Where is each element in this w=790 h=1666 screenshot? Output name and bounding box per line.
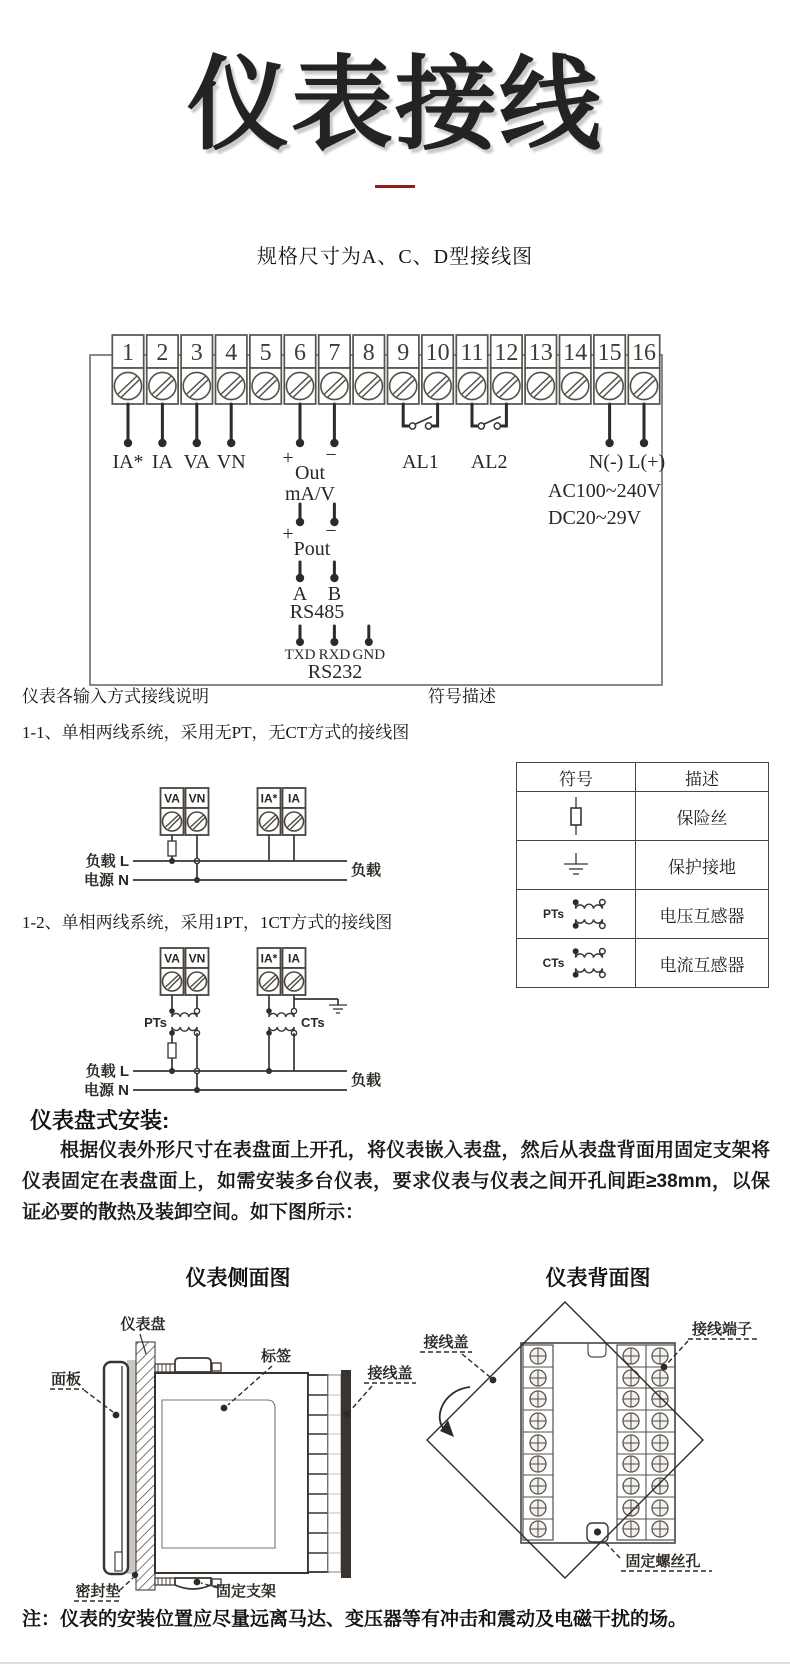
installation-body: 根据仪表外形尺寸在表盘面上开孔，将仪表嵌入表盘，然后从表盘背面用固定支架将仪表固定在表盘面上，如需安装多台仪表，要求仪表与仪表之间开孔间距≥38mm，以保证必要的散热及装卸空间。如下图所示： bbox=[22, 1140, 770, 1223]
ground-symbol bbox=[294, 999, 347, 1013]
input-label-va: VA bbox=[183, 451, 210, 473]
panel-board-wall bbox=[136, 1342, 155, 1590]
dc-range-label: DC20~29V bbox=[548, 507, 642, 529]
protective-earth-icon bbox=[559, 851, 593, 879]
mode2-terminal-vn: VN bbox=[188, 951, 206, 966]
ct-symbol-cell bbox=[517, 939, 636, 988]
fuse-symbol bbox=[168, 841, 176, 856]
terminal-number: 6 bbox=[294, 340, 306, 366]
back-view-title: 仪表背面图 bbox=[545, 1266, 651, 1290]
terminal-number: 13 bbox=[528, 340, 553, 366]
mode1-terminal-ia-star: IA* bbox=[260, 791, 278, 806]
fuse-desc: 保险丝 bbox=[636, 792, 769, 841]
earth-desc: 保护接地 bbox=[636, 841, 769, 890]
bottom-divider bbox=[0, 1662, 790, 1664]
table-row bbox=[517, 890, 769, 939]
input-label-ia: IA bbox=[151, 451, 173, 473]
accent-divider bbox=[375, 185, 415, 188]
symbol-table-header-row bbox=[517, 763, 769, 792]
symbol-table bbox=[516, 762, 769, 988]
terminal-number: 16 bbox=[632, 340, 656, 366]
power-supply-leads bbox=[548, 404, 665, 529]
analog-output-leads bbox=[282, 404, 338, 505]
voltage-transformer-icon bbox=[569, 898, 609, 930]
footer-note: 注：仪表的安装位置应尽量远离马达、变压器等有冲击和震动及电磁干扰的场。 bbox=[22, 1609, 688, 1630]
rs485-b-label: B bbox=[327, 583, 342, 605]
pt-desc: 电压互感器 bbox=[636, 890, 769, 939]
load-l-label: 负载 L bbox=[85, 853, 129, 870]
pulse-output-leads bbox=[282, 504, 338, 560]
installation-heading: 仪表盘式安装: bbox=[30, 1108, 170, 1133]
terminal-number: 3 bbox=[190, 340, 203, 366]
side-view-diagram bbox=[30, 1282, 420, 1608]
mode2-terminal-ia-star: IA* bbox=[260, 951, 278, 966]
terminal-number: 11 bbox=[460, 340, 484, 366]
side-view-title: 仪表侧面图 bbox=[185, 1266, 291, 1290]
rs485-label: RS485 bbox=[289, 601, 345, 623]
pts-label: PTs bbox=[144, 1015, 167, 1030]
ct-symbol-label: CTs bbox=[542, 956, 565, 970]
pout-minus-sign: − bbox=[325, 520, 337, 542]
terminal-number: 1 bbox=[122, 340, 134, 366]
wire-cover-label: 接线盖 bbox=[367, 1365, 413, 1382]
mode2-terminal-ia: IA bbox=[288, 951, 300, 966]
terminal-number: 5 bbox=[259, 340, 272, 366]
out-label: Out bbox=[295, 462, 325, 484]
al2-label: AL2 bbox=[470, 451, 508, 473]
section-title-input-wiring: 仪表各输入方式接线说明 bbox=[22, 687, 209, 706]
table-row bbox=[517, 841, 769, 890]
page-title: 仪表接线 bbox=[187, 48, 603, 162]
wire-cover-callout-back bbox=[420, 1333, 496, 1383]
load-right-label: 负载 bbox=[351, 862, 382, 879]
symbol-column-header: 符号 bbox=[517, 763, 636, 792]
mode1-terminals bbox=[161, 788, 306, 835]
wire-cover-callout-side bbox=[344, 1364, 416, 1417]
mode1-terminal-va: VA bbox=[164, 791, 180, 806]
terminal-number: 14 bbox=[563, 340, 588, 366]
pout-label: Pout bbox=[293, 538, 331, 560]
bottom-bracket bbox=[155, 1578, 221, 1589]
terminal-number: 2 bbox=[156, 340, 169, 366]
mode1-terminal-ia: IA bbox=[288, 791, 300, 806]
right-terminal-columns bbox=[617, 1345, 675, 1540]
desc-column-header: 描述 bbox=[636, 763, 769, 792]
wiring-mode-2-heading: 1-2、单相两线系统，采用1PT，1CT方式的接线图 bbox=[22, 913, 393, 932]
mode2-terminals bbox=[161, 948, 306, 995]
page-subtitle: 规格尺寸为A、C、D型接线图 bbox=[256, 246, 534, 268]
terminals-label: 接线端子 bbox=[691, 1321, 753, 1338]
front-panel-label: 面板 bbox=[50, 1371, 82, 1388]
gasket-callout bbox=[74, 1572, 138, 1601]
mode1-terminal-vn: VN bbox=[188, 791, 206, 806]
pout-plus-sign: + bbox=[282, 523, 294, 545]
cts-label: CTs bbox=[301, 1015, 325, 1030]
earth-symbol-cell bbox=[517, 841, 636, 890]
terminal-number: 7 bbox=[328, 340, 341, 366]
rs485-leads bbox=[290, 562, 344, 623]
load-right-label: 负载 bbox=[351, 1072, 382, 1089]
terminal-number: 12 bbox=[494, 340, 519, 366]
screw-hole-label: 固定螺丝孔 bbox=[625, 1553, 701, 1570]
meter-body bbox=[155, 1373, 308, 1573]
input-label-vn: VN bbox=[216, 451, 246, 473]
symbol-table-title: 符号描述 bbox=[428, 687, 496, 706]
power-terminal-label: N(-) L(+) bbox=[588, 451, 666, 473]
source-n-label: 电源 N bbox=[83, 1082, 129, 1099]
out-minus-sign: − bbox=[325, 444, 337, 466]
pt-transformer-symbol bbox=[169, 1008, 199, 1036]
pt-symbol-label: PTs bbox=[542, 907, 565, 921]
terminal-number: 9 bbox=[397, 340, 410, 366]
back-view-diagram bbox=[420, 1290, 780, 1590]
front-bezel bbox=[104, 1362, 128, 1574]
rs232-leads bbox=[285, 626, 386, 683]
wiring-diagram-mode-2 bbox=[55, 945, 425, 1103]
terminal-number: 4 bbox=[225, 340, 238, 366]
rs485-a-label: A bbox=[292, 583, 308, 605]
wiring-mode-1-heading: 1-1、单相两线系统，采用无PT，无CT方式的接线图 bbox=[22, 723, 410, 742]
current-transformer-icon bbox=[569, 947, 609, 979]
ct-transformer-symbol bbox=[266, 1008, 296, 1036]
label-tag-label: 标签 bbox=[260, 1348, 292, 1365]
ct-desc: 电流互感器 bbox=[636, 939, 769, 988]
mode1-wiring bbox=[84, 835, 381, 889]
fuse-symbol bbox=[168, 1043, 176, 1058]
pt-symbol-cell bbox=[517, 890, 636, 939]
out-plus-sign: + bbox=[282, 447, 294, 469]
terminal-strip-diagram bbox=[88, 334, 668, 686]
rs232-label: RS232 bbox=[307, 661, 363, 683]
fuse-icon bbox=[563, 795, 589, 837]
wire-cover-label: 接线盖 bbox=[423, 1334, 469, 1351]
terminal-cover-bar bbox=[341, 1370, 351, 1578]
terminal-number: 15 bbox=[597, 340, 622, 366]
ma-v-label: mA/V bbox=[285, 483, 335, 505]
terminal-number: 8 bbox=[362, 340, 375, 366]
screw-hole-callout bbox=[603, 1540, 712, 1571]
table-row bbox=[517, 939, 769, 988]
rear-terminal-block bbox=[308, 1370, 351, 1578]
alarm-relay-1 bbox=[402, 404, 439, 473]
ac-range-label: AC100~240V bbox=[548, 480, 662, 502]
mode2-wiring bbox=[84, 995, 381, 1099]
panel-board-label: 仪表盘 bbox=[120, 1316, 166, 1333]
input-label-ia-star: IA* bbox=[112, 451, 144, 473]
wiring-diagram-mode-1 bbox=[55, 785, 415, 897]
source-n-label: 电源 N bbox=[83, 872, 129, 889]
txd-label: TXD bbox=[284, 647, 316, 663]
terminal-number: 10 bbox=[425, 340, 450, 366]
alarm-relay-2 bbox=[471, 404, 508, 473]
fixing-screw-mount bbox=[587, 1523, 608, 1542]
gasket-label: 密封垫 bbox=[75, 1583, 121, 1600]
gnd-label: GND bbox=[352, 647, 386, 663]
mode2-terminal-va: VA bbox=[164, 951, 180, 966]
table-row bbox=[517, 792, 769, 841]
current-voltage-input-leads bbox=[112, 404, 245, 473]
fuse-symbol-cell bbox=[517, 792, 636, 841]
top-clamp bbox=[155, 1358, 221, 1372]
rxd-label: RXD bbox=[318, 647, 351, 663]
load-l-label: 负载 L bbox=[85, 1063, 129, 1080]
bracket-label: 固定支架 bbox=[215, 1583, 277, 1600]
al1-label: AL1 bbox=[402, 451, 439, 473]
